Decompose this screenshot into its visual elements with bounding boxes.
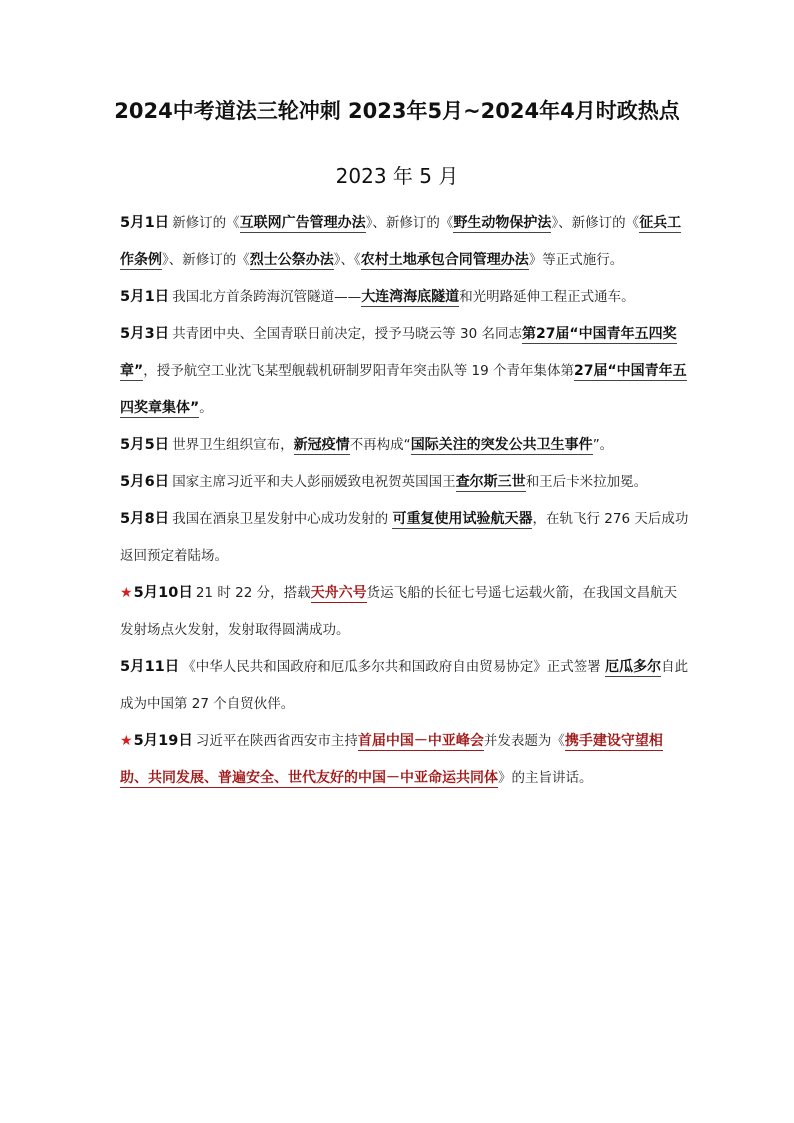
- news-entry: [120, 205, 690, 279]
- entry-text: 21 时 22 分，搭载: [195, 585, 311, 601]
- key-term: 互联网广告管理办法: [239, 215, 366, 231]
- news-entry: [120, 575, 690, 649]
- news-entry: [120, 649, 690, 723]
- key-term: 天舟六号: [310, 585, 367, 601]
- key-term: 大连湾海底隧道: [361, 289, 460, 305]
- entry-date: 5月11日: [120, 659, 180, 675]
- document-title: 2024中考道法三轮冲刺 2023年5月~2024年4月时政热点: [114, 99, 680, 123]
- entry-text: 。: [199, 400, 213, 416]
- entry-date: 5月3日: [120, 326, 170, 342]
- entry-text: ，在轨飞行 276 天后成功返回预定着陆场。: [120, 511, 689, 564]
- entry-text: 国家主席习近平和夫人彭丽媛致电祝贺英国国王: [172, 474, 456, 490]
- key-term: 首届中国－中亚峰会: [357, 733, 484, 749]
- entry-text: 并发表题为《: [483, 733, 565, 749]
- entry-text: 自此成为中国第 27 个自贸伙伴。: [120, 659, 689, 712]
- key-term: 野生动物保护法: [453, 215, 552, 231]
- month-heading: 2023 年 5 月: [335, 164, 459, 188]
- entry-date: 5月1日: [120, 215, 170, 231]
- entry-text: 货运飞船的长征七号遥七运载火箭，在我国文昌航天发射场点火发射，发射取得圆满成功。: [120, 585, 678, 638]
- entry-text: 》、新修订的《: [551, 215, 640, 231]
- entry-text: 我国在酒泉卫星发射中心成功发射的: [172, 511, 393, 527]
- entry-text: 》等正式施行。: [528, 252, 624, 268]
- entry-text: 新修订的《: [172, 215, 240, 231]
- key-term: 农村土地承包合同管理办法: [360, 252, 529, 268]
- entry-text: 》、新修订的《: [365, 215, 454, 231]
- entry-text: 《中华人民共和国政府和厄瓜多尔共和国政府自由贸易协定》正式签署: [182, 659, 606, 675]
- news-entry: [120, 723, 690, 797]
- key-term: 查尔斯三世: [455, 474, 526, 490]
- news-entry: [120, 464, 690, 501]
- entry-date: 5月19日: [133, 733, 193, 749]
- entry-text: 》、新修订的《: [162, 252, 250, 268]
- news-entry: [120, 501, 690, 575]
- entry-text: 和王后卡米拉加冕。: [525, 474, 648, 490]
- star-icon: ★: [120, 733, 133, 749]
- entry-date: 5月8日: [120, 511, 170, 527]
- news-entry: [120, 316, 690, 427]
- entry-date: 5月5日: [120, 437, 170, 453]
- key-term: 国际关注的突发公共卫生事件: [410, 437, 593, 453]
- entry-date: 5月10日: [133, 585, 193, 601]
- entry-date: 5月1日: [120, 289, 170, 305]
- entry-text: 和光明路延伸工程正式通车。: [459, 289, 635, 305]
- key-term: 可重复使用试验航天器: [392, 511, 533, 527]
- entry-text: 》、《: [333, 252, 361, 268]
- key-term: 新冠疫情: [293, 437, 350, 453]
- key-term: 携手建设守望相助、共同发展、普遍安全、世代友好的中国－中亚命运共同体: [120, 733, 663, 786]
- entry-text: ”。: [592, 437, 614, 453]
- entry-text: 我国北方首条跨海沉管隧道——: [172, 289, 362, 305]
- key-term: 烈士公祭办法: [249, 252, 334, 268]
- entries-list: [120, 205, 690, 797]
- key-term: 27届“中国青年五四奖章集体”: [120, 363, 687, 416]
- entry-date: 5月6日: [120, 474, 170, 490]
- entry-text: 》的主旨讲话。: [498, 770, 593, 786]
- key-term: 征兵工作条例: [120, 215, 682, 268]
- news-entry: [120, 279, 690, 316]
- entry-text: 习近平在陕西省西安市主持: [195, 733, 358, 749]
- entry-text: 不再构成“: [349, 437, 411, 453]
- entry-text: 共青团中央、全国青联日前决定，授予马晓云等 30 名同志: [172, 326, 522, 342]
- news-entry: [120, 427, 690, 464]
- key-term: 厄瓜多尔: [605, 659, 662, 675]
- star-icon: ★: [120, 585, 133, 601]
- entry-text: 世界卫生组织宣布，: [172, 437, 294, 453]
- key-term: 第27届“中国青年五四奖章”: [120, 326, 677, 379]
- entry-text: ，授予航空工业沈飞某型舰载机研制罗阳青年突击队等 19 个青年集体第: [143, 363, 574, 379]
